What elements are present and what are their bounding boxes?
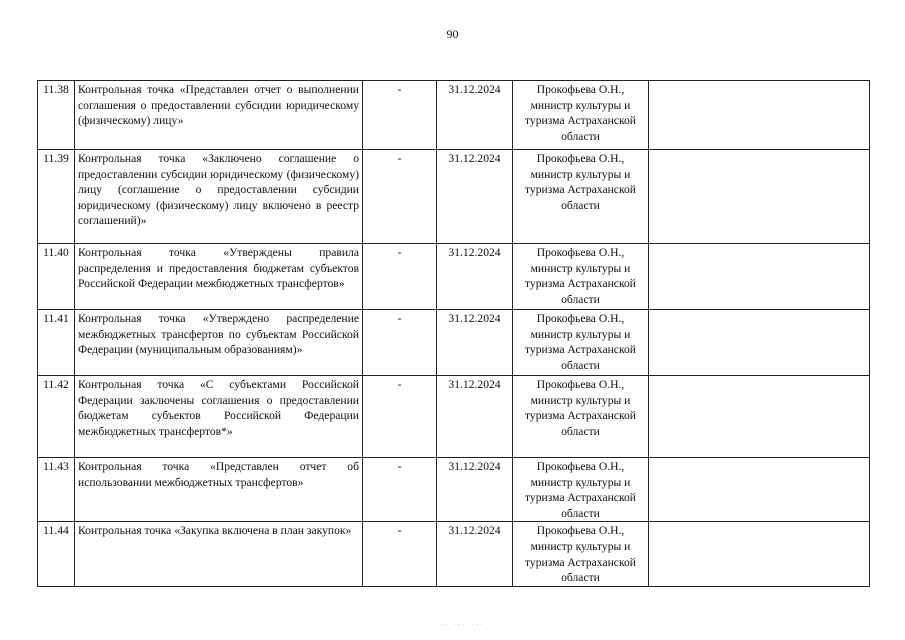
indicator-cell: -	[363, 81, 437, 150]
row-number: 11.43	[38, 458, 75, 522]
responsible-person: Прокофьева О.Н., министр культуры и туризма Астраханской области	[513, 458, 649, 522]
empty-cell	[649, 376, 870, 458]
row-number: 11.40	[38, 244, 75, 310]
responsible-person: Прокофьева О.Н., министр культуры и туризма Астраханской области	[513, 150, 649, 244]
deadline-date: 31.12.2024	[437, 81, 513, 150]
control-point-text: Контрольная точка «С субъектами Российской Федерации заключены соглашения о предоставлении бюджетам субъектов Российской Федерации межбюджетных трансфертов*»	[75, 376, 363, 458]
indicator-cell: -	[363, 522, 437, 586]
table-row	[38, 522, 870, 586]
control-point-text: Контрольная точка «Утверждены правила распределения и предоставления бюджетам субъектов Российской Федерации межбюджетных трансфертов»	[75, 244, 363, 310]
empty-cell	[649, 150, 870, 244]
row-number: 11.38	[38, 81, 75, 150]
responsible-person: Прокофьева О.Н., министр культуры и туризма Астраханской области	[513, 310, 649, 376]
row-number: 11.44	[38, 522, 75, 586]
deadline-date: 31.12.2024	[437, 244, 513, 310]
deadline-date: 31.12.2024	[437, 458, 513, 522]
deadline-date: 31.12.2024	[437, 310, 513, 376]
deadline-date: 31.12.2024	[437, 150, 513, 244]
control-point-text: Контрольная точка «Утверждено распределение межбюджетных трансфертов по субъектам Российской Федерации (муниципальным образованиям)»	[75, 310, 363, 376]
indicator-cell: -	[363, 458, 437, 522]
deadline-date: 31.12.2024	[437, 376, 513, 458]
empty-cell	[649, 310, 870, 376]
indicator-cell: -	[363, 244, 437, 310]
responsible-person: Прокофьева О.Н., министр культуры и туризма Астраханской области	[513, 244, 649, 310]
responsible-person: Прокофьева О.Н., министр культуры и туризма Астраханской области	[513, 81, 649, 150]
empty-cell	[649, 81, 870, 150]
scan-marks: · · ··· ·······	[420, 621, 485, 629]
table-row	[38, 81, 870, 150]
row-number: 11.39	[38, 150, 75, 244]
table-row	[38, 310, 870, 376]
deadline-date: 31.12.2024	[437, 522, 513, 586]
responsible-person: Прокофьева О.Н., министр культуры и туризма Астраханской области	[513, 522, 649, 586]
indicator-cell: -	[363, 376, 437, 458]
indicator-cell: -	[363, 310, 437, 376]
table-row	[38, 458, 870, 522]
indicator-cell: -	[363, 150, 437, 244]
empty-cell	[649, 244, 870, 310]
table-row	[38, 244, 870, 310]
page-number: 90	[446, 27, 459, 41]
control-point-text: Контрольная точка «Представлен отчет о выполнении соглашения о предоставлении субсидии юридическому (физическому) лицу»	[75, 81, 363, 150]
control-point-text: Контрольная точка «Заключено соглашение о предоставлении субсидии юридическому (физическому) лицу (соглашение о предоставлении субсидии юридическому (физическому) лицу включено в реестр соглашений)»	[75, 150, 363, 244]
responsible-person: Прокофьева О.Н., министр культуры и туризма Астраханской области	[513, 376, 649, 458]
row-number: 11.42	[38, 376, 75, 458]
empty-cell	[649, 458, 870, 522]
empty-cell	[649, 522, 870, 586]
control-points-table	[37, 80, 870, 587]
control-point-text: Контрольная точка «Закупка включена в план закупок»	[75, 522, 363, 586]
table-row	[38, 376, 870, 458]
table-row	[38, 150, 870, 244]
control-point-text: Контрольная точка «Представлен отчет об использовании межбюджетных трансфертов»	[75, 458, 363, 522]
row-number: 11.41	[38, 310, 75, 376]
